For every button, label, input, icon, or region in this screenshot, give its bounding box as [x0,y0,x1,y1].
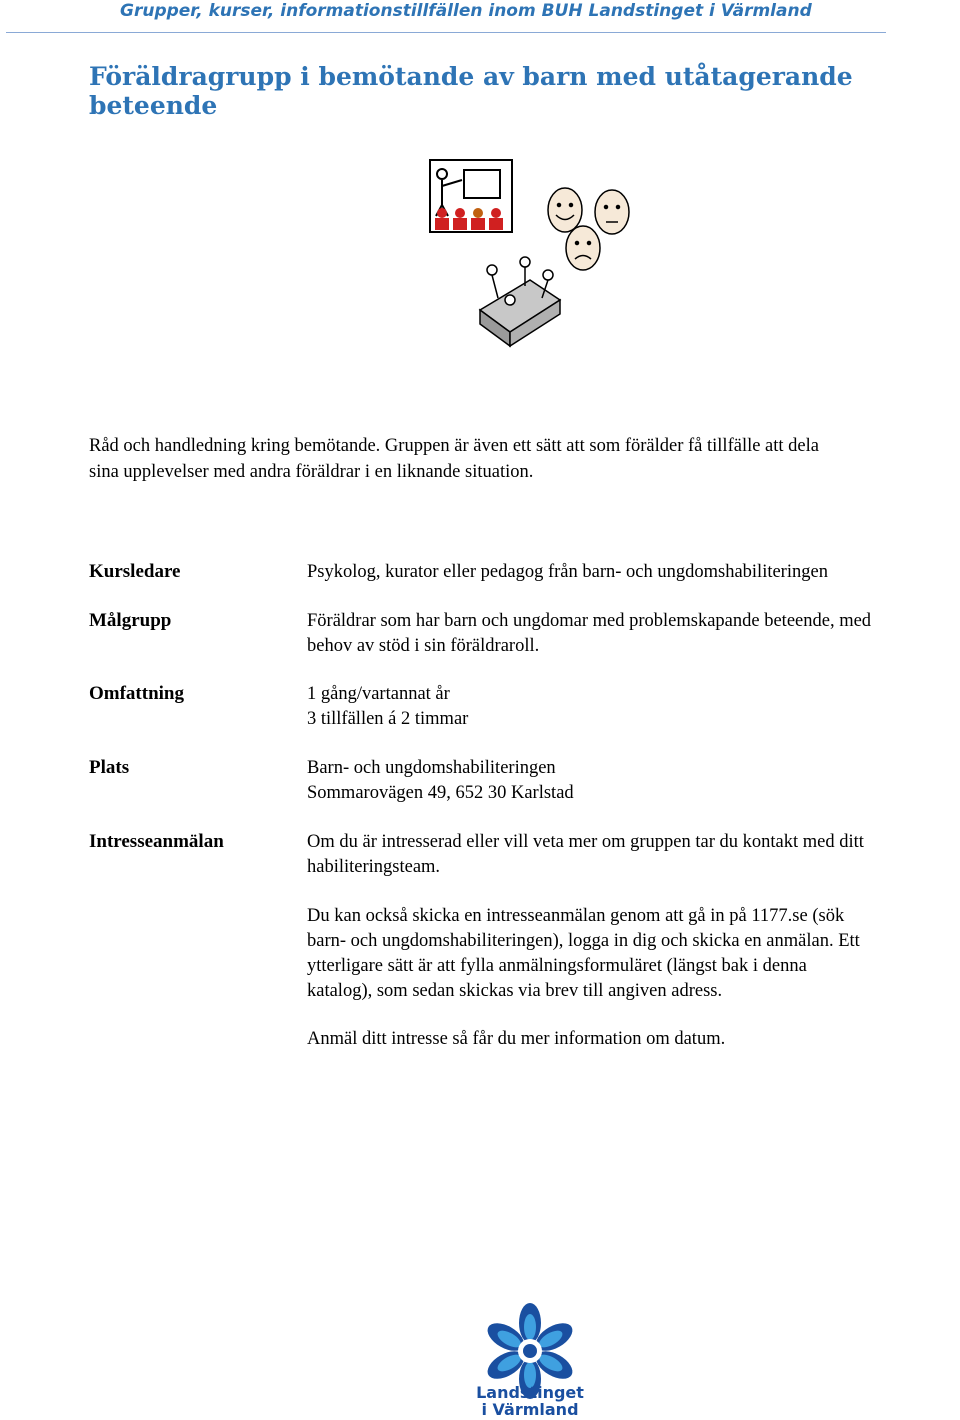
label-intresseanmalan: Intresseanmälan [89,831,224,852]
intro-line: sina upplevelser med andra föräldrar i en liknande situation. [89,462,534,482]
label-kursledare: Kursledare [89,561,181,582]
faces-icon [548,188,629,270]
intro-paragraph [89,433,949,485]
value-line: ytterligare sätt är att fylla anmälningsformuläret (längst bak i denna [307,956,807,976]
value-line: habiliteringsteam. [307,857,441,877]
label-plats: Plats [89,757,130,778]
logo-line: Landstinget [476,1383,584,1402]
value-line: 3 tillfällen á 2 timmar [307,709,469,729]
label-malgrupp: Målgrupp [89,610,172,631]
value-line: Sommarovägen 49, 652 30 Karlstad [307,783,574,803]
value-intresseanmalan-p2 [307,904,959,1004]
value-line: behov av stöd i sin föräldraroll. [307,636,540,656]
meeting-table-icon [480,257,560,346]
logo-wordmark [462,1384,598,1418]
value-line: Om du är intresserad eller vill veta mer om gruppen tar du kontakt med ditt [307,832,864,852]
value-line: Du kan också skicka en intresseanmälan genom att gå in på 1177.se (sök [307,906,845,926]
value-line: barn- och ungdomshabiliteringen), logga in dig och skicka en anmälan. Ett [307,931,860,951]
value-line: katalog), som sedan skickas via brev till angiven adress. [307,981,723,1001]
value-malgrupp [307,609,959,659]
logo-line: i Värmland [481,1400,579,1419]
value-kursledare: Psykolog, kurator eller pedagog från barn- och ungdomshabiliteringen [307,562,828,582]
header-divider [6,32,886,33]
value-line: Föräldrar som har barn och ungdomar med problemskapande beteende, med [307,611,872,631]
value-intresseanmalan-p3: Anmäl ditt intresse så får du mer information om datum. [307,1029,726,1049]
running-header: Grupper, kurser, informationstillfällen inom BUH Landstinget i Värmland [120,1,812,21]
presentation-icon [430,160,512,232]
page-title: Föräldragrupp i bemötande av barn med utåtagerande beteende [89,62,853,120]
illustration-group [420,150,650,350]
value-omfattning [307,682,959,732]
value-plats [307,756,959,806]
intro-line: Råd och handledning kring bemötande. Gruppen är även ett sätt att som förälder få tillfälle att dela [89,436,819,456]
value-line: 1 gång/vartannat år [307,684,450,704]
value-line: Barn- och ungdomshabiliteringen [307,758,556,778]
value-intresseanmalan-p1 [307,830,959,880]
label-omfattning: Omfattning [89,683,184,704]
